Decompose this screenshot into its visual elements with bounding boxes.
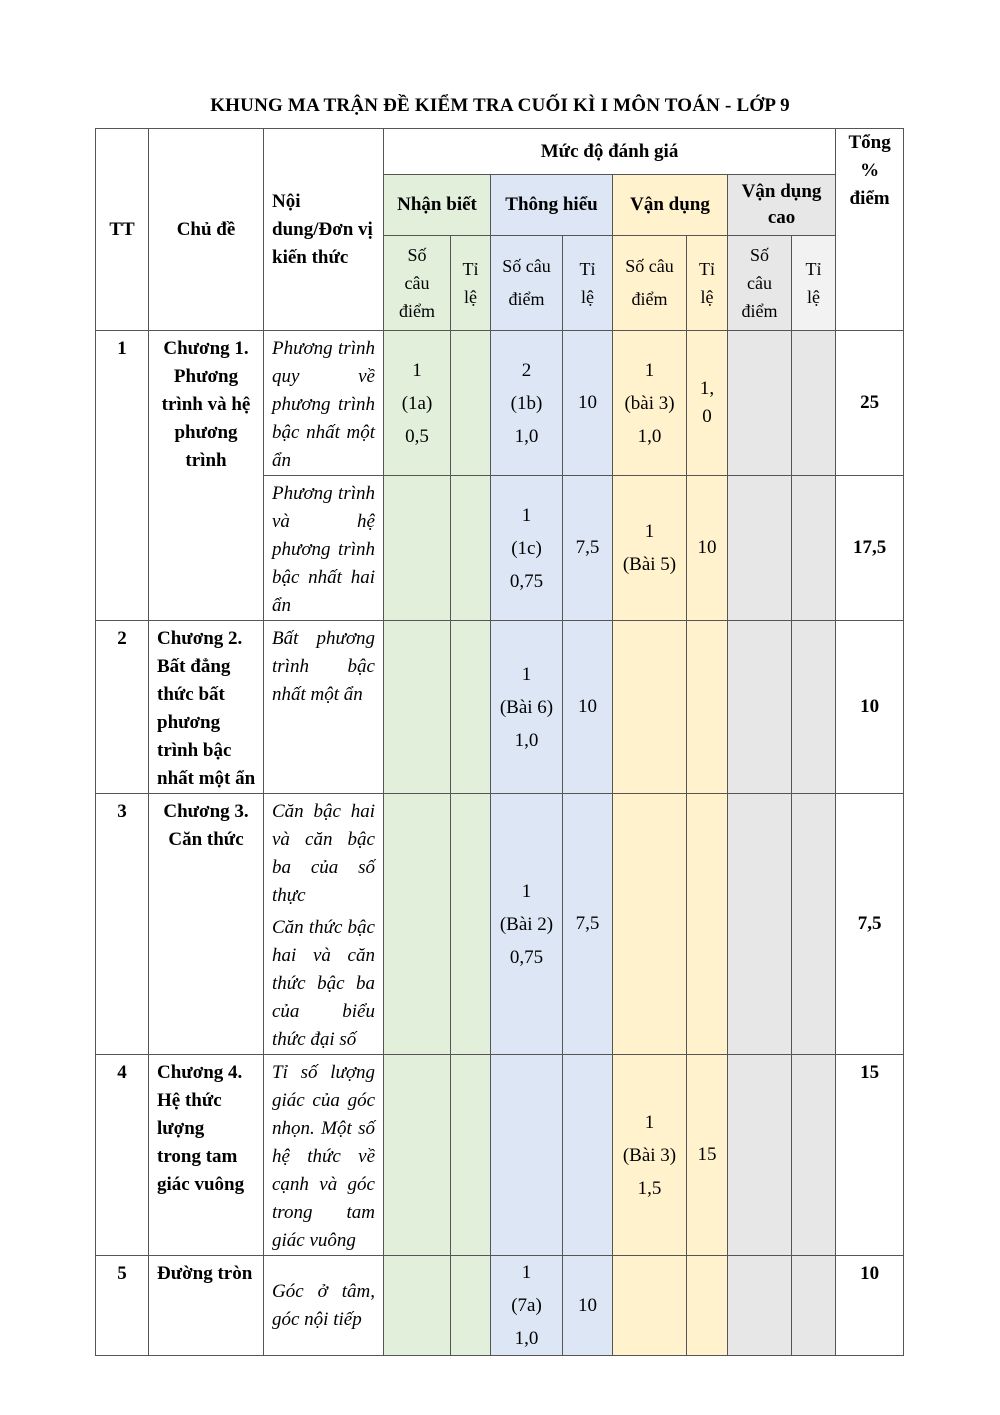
- chu-de-line: lượng: [157, 1118, 205, 1139]
- cell-line: 0: [702, 406, 712, 427]
- cell-th: [491, 1256, 563, 1356]
- row-noi-dung: Tỉ số lượng giác của góc nhọn. Một số hệ thức về cạnh và góc trong tam giác vuông: [264, 1055, 384, 1256]
- cell-nb-tl: [451, 1256, 491, 1356]
- cell-line: 1,0: [514, 1328, 539, 1349]
- chu-de-line: trình: [185, 450, 227, 471]
- cell-line: 1,: [699, 378, 715, 399]
- cell-line: (Bài 6): [499, 696, 554, 718]
- sub-line: điểm: [508, 289, 545, 309]
- cell-th: [491, 794, 563, 1055]
- cell-vd-tl: [687, 794, 728, 1055]
- cell-line: 1,5: [637, 1177, 662, 1199]
- chu-de-line: giác vuông: [157, 1174, 245, 1195]
- sub-so-cau-nb: [384, 236, 451, 331]
- cell-th-tl: 7,5: [563, 476, 613, 621]
- cell-vd: [613, 1055, 687, 1256]
- cell-vd: [613, 476, 687, 621]
- chu-de-line: Chương 1.: [163, 338, 249, 359]
- chu-de-line: thức bất: [157, 684, 225, 705]
- cell-th-tl: 10: [563, 331, 613, 476]
- row-noi-dung: [264, 794, 384, 1055]
- cell-vdc-tl: [792, 331, 836, 476]
- cell-line: 1: [644, 1111, 655, 1133]
- sub-line: Tỉ: [579, 259, 596, 279]
- header-chu-de: Chủ đề: [149, 129, 264, 331]
- cell-tong: 15: [836, 1055, 904, 1256]
- cell-nb: [384, 794, 451, 1055]
- cell-nb-tl: [451, 794, 491, 1055]
- cell-vdc-tl: [792, 1055, 836, 1256]
- cell-line: (1a): [401, 392, 433, 414]
- chu-de-line: Chương 4.: [157, 1062, 243, 1083]
- chu-de-line: phương: [157, 712, 221, 733]
- chu-de-line: Phương: [173, 366, 239, 387]
- row-chu-de: [149, 1055, 264, 1256]
- chu-de-line: Bất đẳng: [157, 656, 231, 677]
- sub-line: lệ: [464, 287, 477, 307]
- cell-vdc-tl: [792, 794, 836, 1055]
- chu-de-line: trình và hệ: [161, 394, 251, 415]
- chu-de-line: trình bậc: [157, 740, 232, 761]
- cell-nb: [384, 621, 451, 794]
- cell-vdc: [728, 331, 792, 476]
- cell-nb: [384, 1256, 451, 1356]
- cell-tong: 25: [836, 331, 904, 476]
- table-row: [96, 1055, 904, 1256]
- cell-th-tl: 10: [563, 621, 613, 794]
- matrix-table: [95, 128, 904, 1356]
- sub-line: Số câu: [625, 256, 674, 276]
- sub-line: câu: [747, 273, 772, 293]
- cell-nb: [384, 476, 451, 621]
- cell-vd: [613, 1256, 687, 1356]
- cell-vd: [613, 621, 687, 794]
- level-nhan-biet: Nhận biết: [384, 175, 491, 236]
- cell-nb: [384, 1055, 451, 1256]
- table-row: [96, 1256, 904, 1356]
- cell-line: 1: [521, 504, 532, 526]
- chu-de-line: Căn thức: [168, 829, 244, 850]
- header-noi-dung: [264, 129, 384, 331]
- chu-de-line: trong tam: [157, 1146, 238, 1167]
- cell-nb-tl: [451, 331, 491, 476]
- cell-nb-tl: [451, 476, 491, 621]
- sub-line: Số câu: [502, 256, 551, 276]
- header-noi-dung-line: kiến thức: [272, 246, 349, 268]
- cell-line: 1,0: [637, 425, 662, 447]
- cell-vd-tl: 15: [687, 1055, 728, 1256]
- cell-vdc-tl: [792, 476, 836, 621]
- sub-line: lệ: [700, 287, 714, 307]
- cell-th: [491, 331, 563, 476]
- row-tt: 5: [96, 1256, 149, 1356]
- sub-line: Số: [749, 245, 769, 265]
- row-tt: 4: [96, 1055, 149, 1256]
- cell-th: [491, 621, 563, 794]
- sub-line: lệ: [807, 287, 821, 307]
- sub-line: Tỉ: [462, 259, 479, 279]
- cell-vd: [613, 794, 687, 1055]
- header-tong: [836, 129, 904, 331]
- cell-line: (1c): [511, 537, 542, 559]
- row-noi-dung: Phương trình và hệ phương trình bậc nhất hai ẩn: [264, 476, 384, 621]
- cell-nb-tl: [451, 1055, 491, 1256]
- header-tong-line: điểm: [849, 188, 890, 209]
- cell-line: (Bài 5): [622, 554, 677, 575]
- cell-line: 2: [521, 359, 532, 381]
- row-chu-de: [149, 331, 264, 621]
- row-tt: 2: [96, 621, 149, 794]
- row-noi-dung: Bất phương trình bậc nhất một ẩn: [264, 621, 384, 794]
- cell-line: 1,0: [514, 425, 539, 447]
- sub-line: điểm: [631, 289, 668, 309]
- level-van-dung: Vận dụng: [613, 175, 728, 236]
- cell-line: 0,75: [509, 570, 544, 592]
- row-tt: 3: [96, 794, 149, 1055]
- header-tong-line: %: [860, 160, 880, 181]
- cell-nb-tl: [451, 621, 491, 794]
- cell-tong: 10: [836, 621, 904, 794]
- sub-line: điểm: [399, 301, 435, 321]
- level-thong-hieu: Thông hiểu: [491, 175, 613, 236]
- cell-th: [491, 1055, 563, 1256]
- header-noi-dung-line: dung/Đơn vị: [272, 218, 373, 240]
- cell-line: 1: [521, 1262, 532, 1283]
- cell-vd-tl: 10: [687, 476, 728, 621]
- sub-ti-le-nb: [451, 236, 491, 331]
- table-row: [96, 621, 904, 794]
- sub-ti-le-vd: [687, 236, 728, 331]
- cell-line: 1: [521, 663, 532, 685]
- header-noi-dung-line: Nội: [272, 190, 301, 212]
- cell-line: 1: [644, 521, 655, 542]
- cell-line: (1b): [510, 392, 543, 414]
- cell-nb: [384, 331, 451, 476]
- cell-th-tl: 7,5: [563, 794, 613, 1055]
- chu-de-line: Chương 3.: [163, 801, 249, 822]
- sub-ti-le-th: [563, 236, 613, 331]
- cell-tong: 7,5: [836, 794, 904, 1055]
- cell-line: 0,5: [405, 425, 429, 447]
- cell-vdc: [728, 1055, 792, 1256]
- cell-th-tl: [563, 1055, 613, 1256]
- sub-line: điểm: [741, 301, 778, 321]
- cell-vd-tl: [687, 1256, 728, 1356]
- cell-line: (Bài 3): [622, 1144, 677, 1166]
- sub-ti-le-vdc: [792, 236, 836, 331]
- chu-de-line: Đường tròn: [157, 1263, 253, 1284]
- sub-so-cau-vdc: [728, 236, 792, 331]
- sub-line: Tỉ: [805, 259, 822, 279]
- header-tt: TT: [96, 129, 149, 331]
- row-chu-de: [149, 1256, 264, 1356]
- table-row: [96, 331, 904, 476]
- sub-line: câu: [404, 273, 430, 293]
- cell-tong: 17,5: [836, 476, 904, 621]
- row-noi-dung: Góc ở tâm, góc nội tiếp: [264, 1256, 384, 1356]
- cell-vdc: [728, 476, 792, 621]
- cell-vdc: [728, 1256, 792, 1356]
- cell-th: [491, 476, 563, 621]
- sub-so-cau-th: [491, 236, 563, 331]
- header-tong-line: Tổng: [848, 132, 891, 153]
- noi-dung-item: Căn thức bậc hai và căn thức bậc ba của biểu thức đại số: [272, 917, 375, 1050]
- cell-vdc-tl: [792, 1256, 836, 1356]
- cell-line: 1: [644, 359, 655, 381]
- chu-de-line: phương: [174, 422, 238, 443]
- cell-line: (bài 3): [624, 392, 675, 414]
- cell-vdc-tl: [792, 621, 836, 794]
- sub-line: Số: [407, 245, 427, 265]
- sub-line: lệ: [581, 287, 594, 307]
- level-van-dung-cao: [728, 175, 836, 236]
- cell-vd-tl: [687, 331, 728, 476]
- row-noi-dung: Phương trình quy về phương trình bậc nhất một ẩn: [264, 331, 384, 476]
- cell-tong: 10: [836, 1256, 904, 1356]
- cell-line: 1: [521, 880, 532, 902]
- cell-line: 0,75: [509, 946, 544, 968]
- sub-so-cau-vd: [613, 236, 687, 331]
- row-chu-de: [149, 621, 264, 794]
- chu-de-line: Hệ thức: [157, 1090, 222, 1111]
- cell-line: (Bài 2): [499, 913, 554, 935]
- cell-line: 1: [412, 359, 422, 381]
- cell-line: (7a): [511, 1295, 542, 1316]
- cell-vdc: [728, 621, 792, 794]
- table-row: [96, 794, 904, 1055]
- cell-vd-tl: [687, 621, 728, 794]
- page-title: KHUNG MA TRẬN ĐỀ KIỂM TRA CUỐI KÌ I MÔN TOÁN - LỚP 9: [210, 95, 790, 116]
- row-chu-de: [149, 794, 264, 1055]
- cell-vdc: [728, 794, 792, 1055]
- noi-dung-item: Căn bậc hai và căn bậc ba của số thực: [272, 801, 375, 906]
- row-tt: 1: [96, 331, 149, 621]
- level-van-dung-cao-line: cao: [767, 207, 796, 228]
- level-van-dung-cao-line: Vận dụng: [741, 181, 822, 202]
- cell-line: 1,0: [514, 729, 539, 751]
- header-row-1: [96, 129, 904, 175]
- chu-de-line: Chương 2.: [157, 628, 243, 649]
- sub-line: Tỉ: [699, 259, 715, 279]
- cell-th-tl: 10: [563, 1256, 613, 1356]
- header-muc-do: Mức độ đánh giá: [384, 129, 836, 175]
- cell-vd: [613, 331, 687, 476]
- chu-de-line: nhất một ẩn: [157, 768, 256, 789]
